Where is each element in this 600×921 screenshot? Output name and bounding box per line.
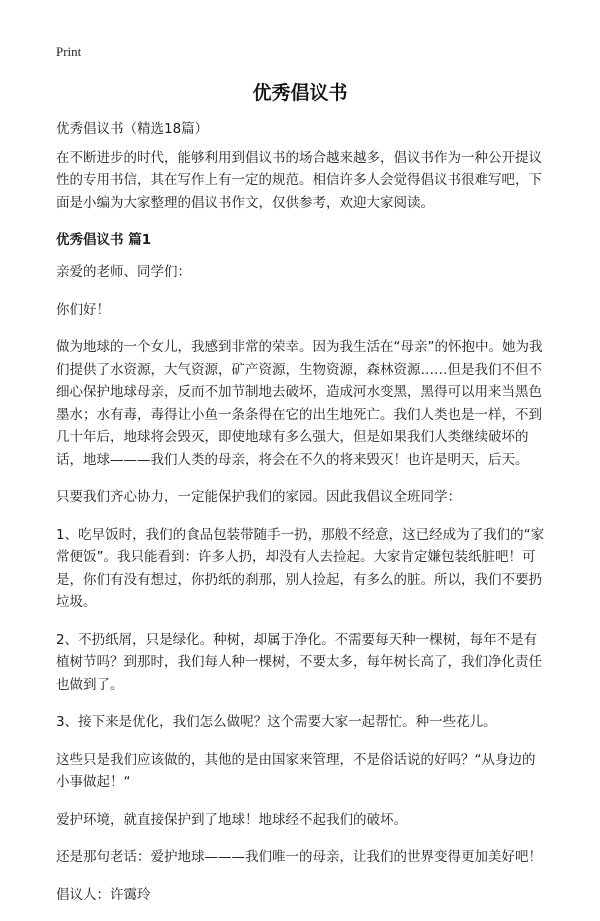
proposal-item-3: 3、接下来是优化，我们怎么做呢？这个需要大家一起帮忙。种一些花儿。 xyxy=(56,714,497,730)
body-paragraph: 只要我们齐心协力，一定能保护我们的家园。因此我倡议全班同学： xyxy=(56,489,461,505)
hello-paragraph: 你们好！ xyxy=(56,301,110,318)
closing-paragraph: 还是那句老话：爱护地球———我们唯一的母亲，让我们的世界变得更加美好吧！ xyxy=(56,849,542,865)
proposal-item-1: 1、吃早饭时，我们的食品包装带随手一扔，那般不经意，这已经成为了我们的“家常便饭”。我只能看到：许多人扔，却没有人去捡起。大家肯定嫌包装纸脏吧！可是，你们有没有想过，你扔纸的刹那，别人捡起，有多么的脏。所以，我们不要扔垃圾。 xyxy=(56,526,545,610)
body-paragraph: 爱护环境，就直接保护到了地球！地球经不起我们的破坏。 xyxy=(56,811,407,828)
signature-line: 倡议人：许霭玲 xyxy=(56,886,151,903)
greeting-paragraph: 亲爱的老师、同学们： xyxy=(56,264,191,280)
section-heading: 优秀倡议书 篇1 xyxy=(56,232,152,248)
body-paragraph: 这些只是我们应该做的，其他的是由国家来管理，不是俗话说的好吗？“从身边的小事做起！“ xyxy=(56,751,536,790)
document-subtitle: 优秀倡议书（精选18篇） xyxy=(56,121,209,137)
intro-paragraph: 在不断进步的时代，能够利用到倡议书的场合越来越多，倡议书作为一种公开提议性的专用书信，其在写作上有一定的规范。相信许多人会觉得倡议书很难写吧，下面是小编为大家整理的倡议书作文，仅供参考，欢迎大家阅读。 xyxy=(56,149,542,211)
document-title: 优秀倡议书 xyxy=(252,82,348,104)
document-body xyxy=(56,118,546,921)
print-link[interactable]: Print xyxy=(56,44,82,59)
proposal-item-2: 2、不扔纸屑，只是绿化。种树，却属于净化。不需要每天种一棵树，每年不是有植树节吗？到那时，我们每人种一棵树，不要太多，每年树长高了，我们净化责任也做到了。 xyxy=(56,631,542,693)
body-paragraph: 做为地球的一个女儿，我感到非常的荣幸。因为我生活在“母亲”的怀抱中。她为我们提供了水资源，大气资源，矿产资源，生物资源，森林资源……但是我们不但不细心保护地球母亲，反而不加节制地去破坏，造成河水变黑，黑得可以用来当黑色墨水；水有毒，毒得让小鱼一条条得在它的出生地死亡。我们人类也是一样，不到几十年后，地球将会毁灭，即使地球有多么强大，但是如果我们人类继续破坏的话，地球———我们人类的母亲，将会在不久的将来毁灭！也许是明天，后天。 xyxy=(56,339,543,468)
